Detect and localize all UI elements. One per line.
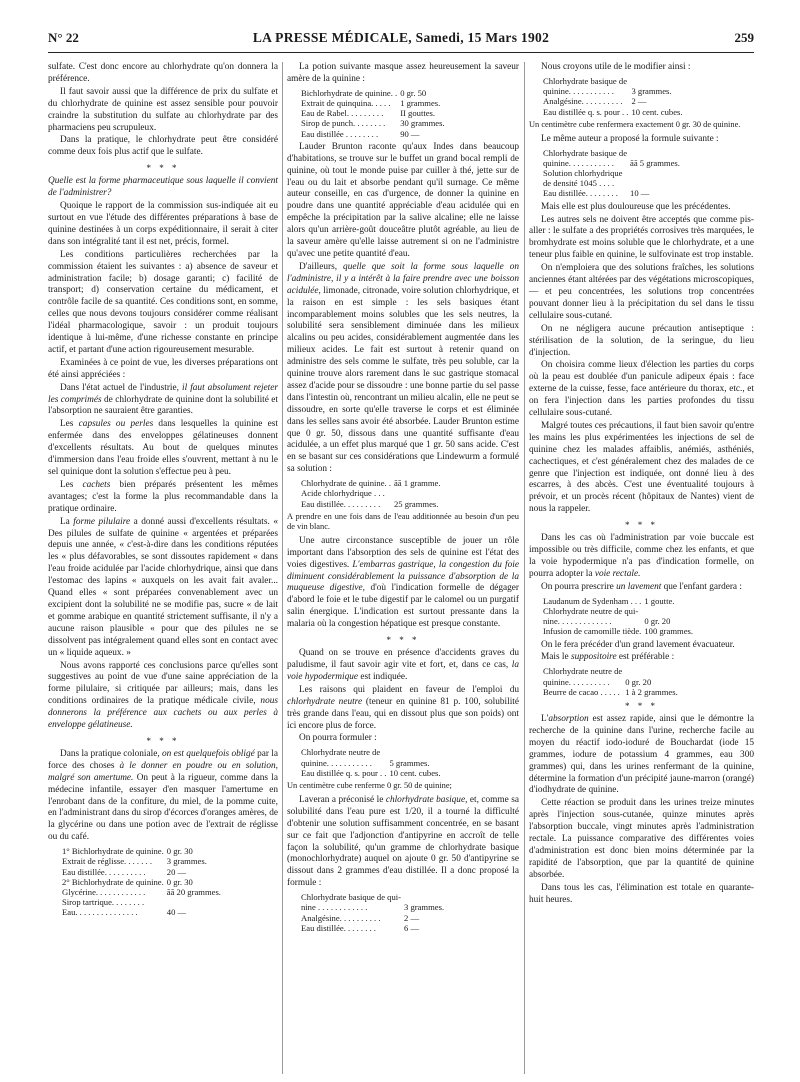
dose: 0 gr. 20 bbox=[625, 676, 652, 687]
paragraph: Lauder Brunton raconte qu'aux Indes dans beaucoup d'habitations, se trouve sur le buffet un grand bocal rempli de quinine, où tout le monde puise par cuiller à thé, jette sur de l'eau ou du lait et absorbe pendant qu'il surnage. Ce même auteur conseille, en cas d'urgence, de donner la quinine en poudre dans une quantité appréciable d'eau acidulée qui en empêche la précipitation par la salive alcaline; elle ne laisse alors qu'un arrière-goût douceâtre plutôt agréable, au lieu de la saveur amère qu'elle laisse autrement si on ne l'administre qu'avec une petite quantité d'eau. bbox=[287, 141, 519, 259]
prescription-table bbox=[543, 666, 681, 697]
dose: II gouttes. bbox=[400, 108, 436, 119]
ingredient: Chlorhydrate de quinine. . bbox=[301, 478, 391, 489]
dose: 2 — bbox=[404, 912, 420, 923]
section-question: Quelle est la forme pharmaceutique sous laquelle il convient de l'administrer? bbox=[48, 176, 278, 199]
prescription-row bbox=[62, 907, 224, 917]
paragraph: On ne négligera aucune précaution antiseptique : stérilisation de la solution, de la seringue, du lieu d'injection. bbox=[529, 323, 754, 358]
prescription-row bbox=[301, 88, 448, 98]
journal-title-date: LA PRESSE MÉDICALE, Samedi, 15 Mars 1902 bbox=[252, 30, 550, 45]
prescription-row bbox=[301, 768, 444, 778]
prescription-table bbox=[301, 88, 448, 139]
paragraph: Dans la pratique coloniale, on est quelquefois obligé par la force des choses à le donner en poudre ou en solution, malgré son amertume. On peut à la rigueur, comme dans la médecine infantile, essayer d'en masquer l'amertume en l'enrobant dans de la confiture, du miel, de la pomme cuite, en l'administrant dans du sirop d'écorces d'oranges amères, de la glycérine ou dans une potion avec de l'extrait de réglisse ou du café. bbox=[48, 748, 279, 843]
issue-number: N° 22 bbox=[48, 30, 79, 45]
dose: 10 cent. cubes. bbox=[389, 767, 441, 778]
prescription-row bbox=[543, 148, 683, 158]
paragraph: Dans l'état actuel de l'industrie, il faut absolument rejeter les comprimés de chlorhydrate de quinine dont la solubilité et l'absorption ne sauraient être garanties. bbox=[48, 382, 279, 417]
ingredient: Bichlorhydrate de quinine. . bbox=[301, 87, 398, 98]
ingredient: Extrait de quinquina. . . . . bbox=[301, 98, 391, 109]
ingredient: 1° Bichlorhydrate de quinine. bbox=[62, 846, 164, 857]
prescription-row bbox=[62, 856, 224, 866]
paragraph: La forme pilulaire a donné aussi d'excellents résultats. « Des pilules de sulfate de quinine « argentées et préparées depuis une année, « c'est-à-dire dans les conditions réputées les « plus défavorables, se sont dissoutes rapidement « dans l'eau froide acidulée par l'acide chlorhydrique, ainsi que dans l'estomac des lapins « auxquels on les avait fait avaler... Quand elles « sont préparées convenablement avec un excipient dont la solubilité ne se modifie pas, sucre « de lait et gomme arabique en quantité strictement suffisante, il n'y a aucune raison plausible « pour que des pilules ne se dissolvent pas intégralement quand elles sont en contact avec un « liquide aqueux. » bbox=[48, 516, 278, 658]
prescription-row bbox=[301, 118, 448, 128]
prescription-table bbox=[301, 478, 444, 509]
dose bbox=[404, 892, 447, 902]
prescription-row bbox=[301, 478, 444, 488]
paragraph: sulfate. C'est donc encore au chlorhydrate qu'on donnera la préférence. bbox=[48, 62, 278, 84]
paragraph: Le même auteur a proposé la formule suivante : bbox=[541, 133, 719, 144]
dose: 5 grammes. bbox=[389, 757, 430, 768]
dose: 40 — bbox=[166, 907, 187, 918]
ingredient: Chlorhydrate basique de bbox=[543, 147, 628, 158]
paragraph: Nous avons rapporté ces conclusions parce qu'elles sont suggestives au point de vue d'une saine appréciation de la forme pilulaire, si critiquée par ailleurs; mais, dans les conditions ordinaires de la pratique médicale civile, nous donnerons la préférence aux cachets ou aux perles à enveloppe gélatineuse. bbox=[48, 660, 278, 731]
column-2 bbox=[287, 62, 519, 936]
paragraph: Les cachets bien préparés présentent les mêmes avantages; c'est la forme la plus recommandable dans la pratique ordinaire. bbox=[48, 479, 278, 514]
section-ornament: * * * bbox=[146, 735, 180, 746]
dose: 6 — bbox=[404, 922, 420, 933]
section-ornament: * * * bbox=[625, 520, 658, 531]
prescription-row bbox=[543, 616, 696, 626]
ingredient: Chlorhydrate neutre de bbox=[543, 666, 623, 677]
paragraph: Nous croyons utile de le modifier ainsi : bbox=[541, 62, 691, 72]
paragraph: Malgré toutes ces précautions, il faut bien savoir qu'entre les mains les plus expérimentées les injections de sel de quinine chez les malades affaiblis, anémiés, asthéniés, cachectiques, et c'est généralement chez des malades de ce genre que l'injection est indiquée, ont donné lieu à des escarres, à des abcès. C'est une éventualité toujours à prévoir, et un procès récent (hôpitaux de Nantes) vient de nous la rappeler. bbox=[529, 420, 754, 515]
ingredient: quinine. . . . . . . . . . . bbox=[301, 757, 372, 768]
ingredient: Eau de Rabel. . . . . . . . . bbox=[301, 108, 384, 119]
prescription-row bbox=[301, 892, 447, 902]
prescription-row bbox=[301, 108, 448, 118]
dose: 1 grammes. bbox=[400, 98, 441, 109]
prescription-note: Un centimètre cube renfermera exactement 0 gr. 30 de quinine. bbox=[529, 119, 741, 129]
ingredient: Eau distillée. . . . . . . . bbox=[301, 922, 376, 933]
prescription-row bbox=[543, 666, 681, 676]
paragraph: L'absorption est assez rapide, ainsi que le démontre la recherche de la quinine dans l'urine, recherche facile au moyen du réactif iodo-ioduré de Bouchardat (iode 15 grammes, iodure de potassium 4 grammes, eau 300 grammes) qui, dans les urines renfermant de la quinine, détermine la formation d'un précipité jaune-marron (orangé) d'iodhydrate de quinine. bbox=[529, 713, 754, 796]
dose: 0 gr. 30 bbox=[166, 846, 193, 857]
dose bbox=[625, 666, 681, 676]
ingredient: Solution chlorhydrique bbox=[543, 168, 623, 179]
dose: 2 — bbox=[631, 96, 647, 107]
prescription-row bbox=[543, 107, 686, 117]
paragraph: Quoique le rapport de la commission sus-indiquée ait eu surtout en vue l'étude des différentes préparations à base de quinine destinées à un corps expéditionnaire, il serait à citer dans son intégralité tant il est net, précis, formel. bbox=[48, 201, 278, 247]
paragraph: Il faut savoir aussi que la différence de prix du sulfate et du chlorhydrate de quinine est assez sensible pour pouvoir craindre la substitution du sulfate au chlorhydrate par des pharmaciens peu scrupuleux. bbox=[48, 86, 278, 133]
ingredient: Beurre de cacao . . . . . bbox=[543, 686, 620, 697]
paragraph: Laveran a préconisé le chlorhydrate basique, et, comme sa solubilité dans l'eau pure est 1/20, il a tourné la difficulté d'obtenir une solution suffisamment concentrée, en se basant sur ce fait que l'adjonction d'antipyrine en accroît de telle façon la solubilité, qu'un gramme de chlorhydrate basique (monochlorhydrate) auquel on ajoute 0 gr. 50 d'antipyrine se dissout dans 2 grammes d'eau distillée. Il a donc proposé la formule : bbox=[287, 794, 519, 889]
paragraph: On choisira comme lieux d'élection les parties du corps où la peau est doublée d'un panicule adipeux épais : face externe de la cuisse, fesse, face antérieure du thorax, etc., et on fera l'injection dans les parties profondes du tissu cellulaire sous-cutané. bbox=[529, 360, 754, 419]
dose: 0 gr. 30 bbox=[166, 876, 193, 887]
dose bbox=[630, 148, 683, 158]
prescription-row bbox=[543, 168, 683, 178]
dose: āā 5 grammes. bbox=[630, 157, 680, 168]
page-number: 259 bbox=[734, 30, 754, 45]
ingredient: nine . . . . . . . . . . . . bbox=[301, 902, 368, 913]
column-1 bbox=[48, 62, 278, 921]
ingredient: Infusion de camomille tiède. bbox=[543, 626, 642, 637]
ingredient: Chlorhydrate basique de qui- bbox=[301, 892, 401, 903]
ingredient: Eau. . . . . . . . . . . . . . . bbox=[62, 907, 138, 918]
paragraph: Une autre circonstance susceptible de jouer un rôle important dans l'absorption des sels de quinine est l'état des voies digestives. L'embarras gastrique, la congestion du foie diminuent considérablement la puissance d'absorption de la muqueuse digestive, d'où l'indication formelle de dégager d'abord le foie et le tube digestif par le calomel ou un purgatif salin énergique. L'indication est surtout pressante dans la malaria où la congestion hépatique est presque constante. bbox=[287, 535, 519, 630]
prescription-table bbox=[543, 76, 686, 117]
ingredient: Analgésine. . . . . . . . . . bbox=[301, 912, 381, 923]
prescription-row bbox=[62, 846, 224, 856]
paragraph: Examinées à ce point de vue, les diverses préparations ont été ainsi appréciées : bbox=[48, 357, 278, 380]
ingredient: de densité 1045 . . . . bbox=[543, 178, 615, 189]
paragraph: Les conditions particulières recherchées par la commission étaient les suivantes : a) absence de saveur et administration facile; b) dosage garanti; c) facilité de transport; d) conservation certaine du médicament, et contrôle facile de sa quantité. Ces conditions sont, en somme, celles que nous devons toujours considérer comme réalisant l'idéal pharmacologique, savoir : un produit toujours identique à lui-même, d'une richesse constante en principe actif, et partant d'une action rigoureusement mesurable. bbox=[48, 249, 278, 355]
ingredient: nine. . . . . . . . . . . . . bbox=[543, 616, 612, 627]
dose: 1 goutte. bbox=[644, 595, 675, 606]
prescription-row bbox=[543, 677, 681, 687]
paragraph: Mais elle est plus douloureuse que les précédentes. bbox=[541, 201, 731, 212]
dose: 3 grammes. bbox=[404, 902, 445, 913]
ingredient: quinine. . . . . . . . . . . bbox=[543, 86, 614, 97]
prescription-row bbox=[301, 129, 448, 139]
ingredient: Eau distillée. . . . . . . . . bbox=[301, 498, 381, 509]
ingredient: Eau distillée q. s. pour . . bbox=[543, 106, 629, 117]
dose: āā 1 gramme. bbox=[393, 478, 441, 489]
prescription-table bbox=[62, 846, 224, 917]
paragraph: Cette réaction se produit dans les urines treize minutes après l'injection sous-cutanée, quinze minutes après l'absorption buccale, vingt minutes après l'administration rectale. La puissance comparative des différentes voies d'administration est donc bien moins déterminée par la rapidité de l'absorption, que par la quantité de quinine absorbée. bbox=[529, 798, 754, 880]
dose bbox=[389, 747, 443, 757]
ingredient: Chlorhydrate neutre de bbox=[301, 747, 381, 758]
paragraph: Dans la pratique, le chlorhydrate peut être considéré comme deux fois plus actif que le sulfate. bbox=[48, 135, 278, 158]
paragraph: La potion suivante masque assez heureusement la saveur amère de la quinine : bbox=[287, 62, 519, 84]
ingredient: Chlorhydrate basique de bbox=[543, 75, 628, 86]
ingredient: Acide chlorhydrique . . . bbox=[301, 488, 385, 499]
ingredient: Eau distillée. . . . . . . . . . bbox=[62, 866, 146, 877]
prescription-row bbox=[543, 596, 696, 606]
column-divider-1 bbox=[282, 62, 283, 1074]
ingredient: Extrait de réglisse. . . . . . . bbox=[62, 856, 152, 867]
ingredient: Sirop de punch. . . . . . . . bbox=[301, 118, 386, 129]
paragraph: Dans les cas où l'administration par voie buccale est impossible ou très difficile, comme chez les enfants, et que la voie hypodermique n'a pas d'indication formelle, on pourra adopter la voie rectale. bbox=[529, 533, 754, 579]
dose: 3 grammes. bbox=[631, 86, 672, 97]
dose: 10 — bbox=[630, 188, 650, 199]
prescription-row bbox=[543, 178, 683, 188]
dose: 10 cent. cubes. bbox=[631, 106, 683, 117]
prescription-row bbox=[543, 86, 686, 96]
prescription-row bbox=[543, 76, 686, 86]
prescription-row bbox=[301, 902, 447, 912]
dose: 100 grammes. bbox=[644, 626, 694, 637]
prescription-note: A prendre en une fois dans de l'eau additionnée au besoin d'un peu de vin blanc. bbox=[287, 511, 519, 531]
prescription-row bbox=[301, 499, 444, 509]
paragraph: Les capsules ou perles dans lesquelles la quinine est enfermée dans des enveloppes gélatineuses donnent d'excellents résultats. Au bout de quelques minutes d'immersion dans l'eau froide elles s'ouvrent, mettant à nu le sel quinique dont la solution s'effectue peu à peu. bbox=[48, 419, 279, 477]
ingredient: quinine. . . . . . . . . . bbox=[543, 676, 610, 687]
prescription-row bbox=[543, 158, 683, 168]
section-ornament: * * * bbox=[146, 163, 180, 174]
paragraph: Quand on se trouve en présence d'accidents graves du paludisme, il faut savoir agir vite et fort, et, dans ce cas, la voie hypodermique est indiquée. bbox=[287, 648, 519, 682]
dose: āā 20 grammes. bbox=[166, 887, 221, 897]
prescription-table bbox=[301, 747, 444, 778]
section-ornament: * * * bbox=[386, 635, 420, 646]
paragraph: On pourra prescrire un lavement que l'enfant gardera : bbox=[541, 581, 742, 592]
prescription-row bbox=[301, 923, 447, 933]
prescription-row bbox=[62, 897, 224, 907]
paragraph: On le fera précéder d'un grand lavement évacuateur. bbox=[541, 639, 735, 650]
section-ornament: * * * bbox=[625, 700, 658, 711]
dose bbox=[631, 76, 685, 86]
dose: 0 gr. 20 bbox=[644, 616, 671, 627]
ingredient: Laudanum de Sydenham . . . bbox=[543, 595, 642, 606]
column-3 bbox=[529, 62, 754, 907]
ingredient: Analgésine. . . . . . . . . . bbox=[543, 96, 623, 107]
dose bbox=[644, 606, 696, 616]
dose: 25 grammes. bbox=[393, 498, 439, 509]
dose: 1 à 2 grammes. bbox=[625, 686, 678, 697]
ingredient: Sirop tartrique. . . . . . . . bbox=[62, 897, 145, 908]
paragraph: Mais le suppositoire est préférable : bbox=[541, 652, 675, 663]
dose bbox=[167, 897, 224, 907]
page-header bbox=[48, 30, 754, 50]
ingredient: Glycérine. . . . . . . . . . . . bbox=[62, 887, 146, 897]
dose: 90 — bbox=[400, 128, 420, 139]
prescription-row bbox=[301, 747, 444, 757]
prescription-row bbox=[543, 626, 696, 636]
prescription-row bbox=[543, 687, 681, 697]
prescription-table bbox=[543, 596, 696, 637]
ingredient: Eau distillée q. s. pour . . bbox=[301, 767, 387, 778]
header-rule bbox=[48, 52, 754, 53]
paragraph: On pourra formuler : bbox=[299, 733, 377, 744]
prescription-row bbox=[301, 758, 444, 768]
column-divider-2 bbox=[524, 62, 525, 1074]
prescription-row bbox=[301, 98, 448, 108]
paragraph: Les raisons qui plaident en faveur de l'emploi du chlorhydrate neutre (teneur en quinine 81 p. 100, solubilité très grande dans l'eau, qui en dissout plus que son poids) ont ici encore plus de force. bbox=[287, 684, 519, 731]
prescription-table bbox=[301, 892, 447, 933]
ingredient: quinine. . . . . . . . . . . bbox=[543, 157, 614, 168]
prescription-note: Un centimètre cube renferme 0 gr. 50 de quinine; bbox=[287, 780, 452, 790]
prescription-row bbox=[301, 488, 444, 498]
dose: 30 grammes. bbox=[400, 118, 445, 129]
paragraph: On n'emploiera que des solutions fraîches, les solutions anciennes étant altérées par des végétations microscopiques, — et peu concentrées, les solutions trop concentrées pouvant donner lieu à la précipitation du sel dans le tissu cellulaire sous-cutané. bbox=[529, 263, 754, 321]
paragraph: Les autres sels ne doivent être acceptés que comme pis-aller : le sulfate a des propriétés corrosives très marquées, le bromhydrate est moins soluble que le chlorhydrate, et a une teneur plus faible en quinine, le sulfovinate est trop instable. bbox=[529, 214, 754, 261]
prescription-row bbox=[543, 606, 696, 616]
ingredient: 2° Bichlorhydrate de quinine. bbox=[62, 876, 164, 887]
paragraph: Dans tous les cas, l'élimination est totale en quarante-huit heures. bbox=[529, 882, 754, 905]
dose bbox=[630, 178, 683, 188]
ingredient: Eau distillée. . . . . . . . bbox=[543, 188, 618, 199]
prescription-row bbox=[543, 96, 686, 106]
dose bbox=[394, 488, 444, 498]
paragraph: D'ailleurs, quelle que soit la forme sous laquelle on l'administre, il y a intérêt à la faire prendre avec une boisson acidulée, limonade, citronade, voire solution chlorhydrique, et la raison en est simple : les sels basiques étant incomparablement moins solubles que les sels neutres, la solubilité sera sensiblement diminuée dans les milieux alcalins ou peu acides, considérablement augmentée dans les milieux acides. Le fait est surtout à retenir quand on administre des sels comme le sulfate, très peu soluble, car la quinine trouve alors rarement dans le suc gastrique stomacal assez d'acide pour se dissoudre : une bonne partie du sel passe dans l'intestin où, rencontrant un milieu alcalin, elle ne peut se dissoudre, en sorte qu'elle traverse le corps et est éliminée dans les selles sans avoir été absorbée. Lauder Brunton estime que 0 gr. 50, dissous dans une quantité suffisante d'eau acidulée, a un effet plus marqué que 1 gr. 50 sans acide. C'est en se basant sur ces considérations que Lindewurm a formulé sa solution : bbox=[287, 261, 520, 475]
prescription-row bbox=[543, 188, 683, 198]
ingredient: Chlorhydrate neutre de qui- bbox=[543, 605, 639, 616]
ingredient: Eau distillée . . . . . . . . bbox=[301, 128, 379, 139]
prescription-row bbox=[62, 887, 224, 897]
prescription-table bbox=[543, 148, 683, 199]
dose bbox=[630, 168, 683, 178]
dose: 0 gr. 50 bbox=[400, 87, 427, 98]
prescription-row bbox=[301, 913, 447, 923]
dose: 20 — bbox=[166, 866, 187, 877]
dose: 3 grammes. bbox=[166, 856, 207, 867]
prescription-row bbox=[62, 877, 224, 887]
prescription-row bbox=[62, 867, 224, 877]
